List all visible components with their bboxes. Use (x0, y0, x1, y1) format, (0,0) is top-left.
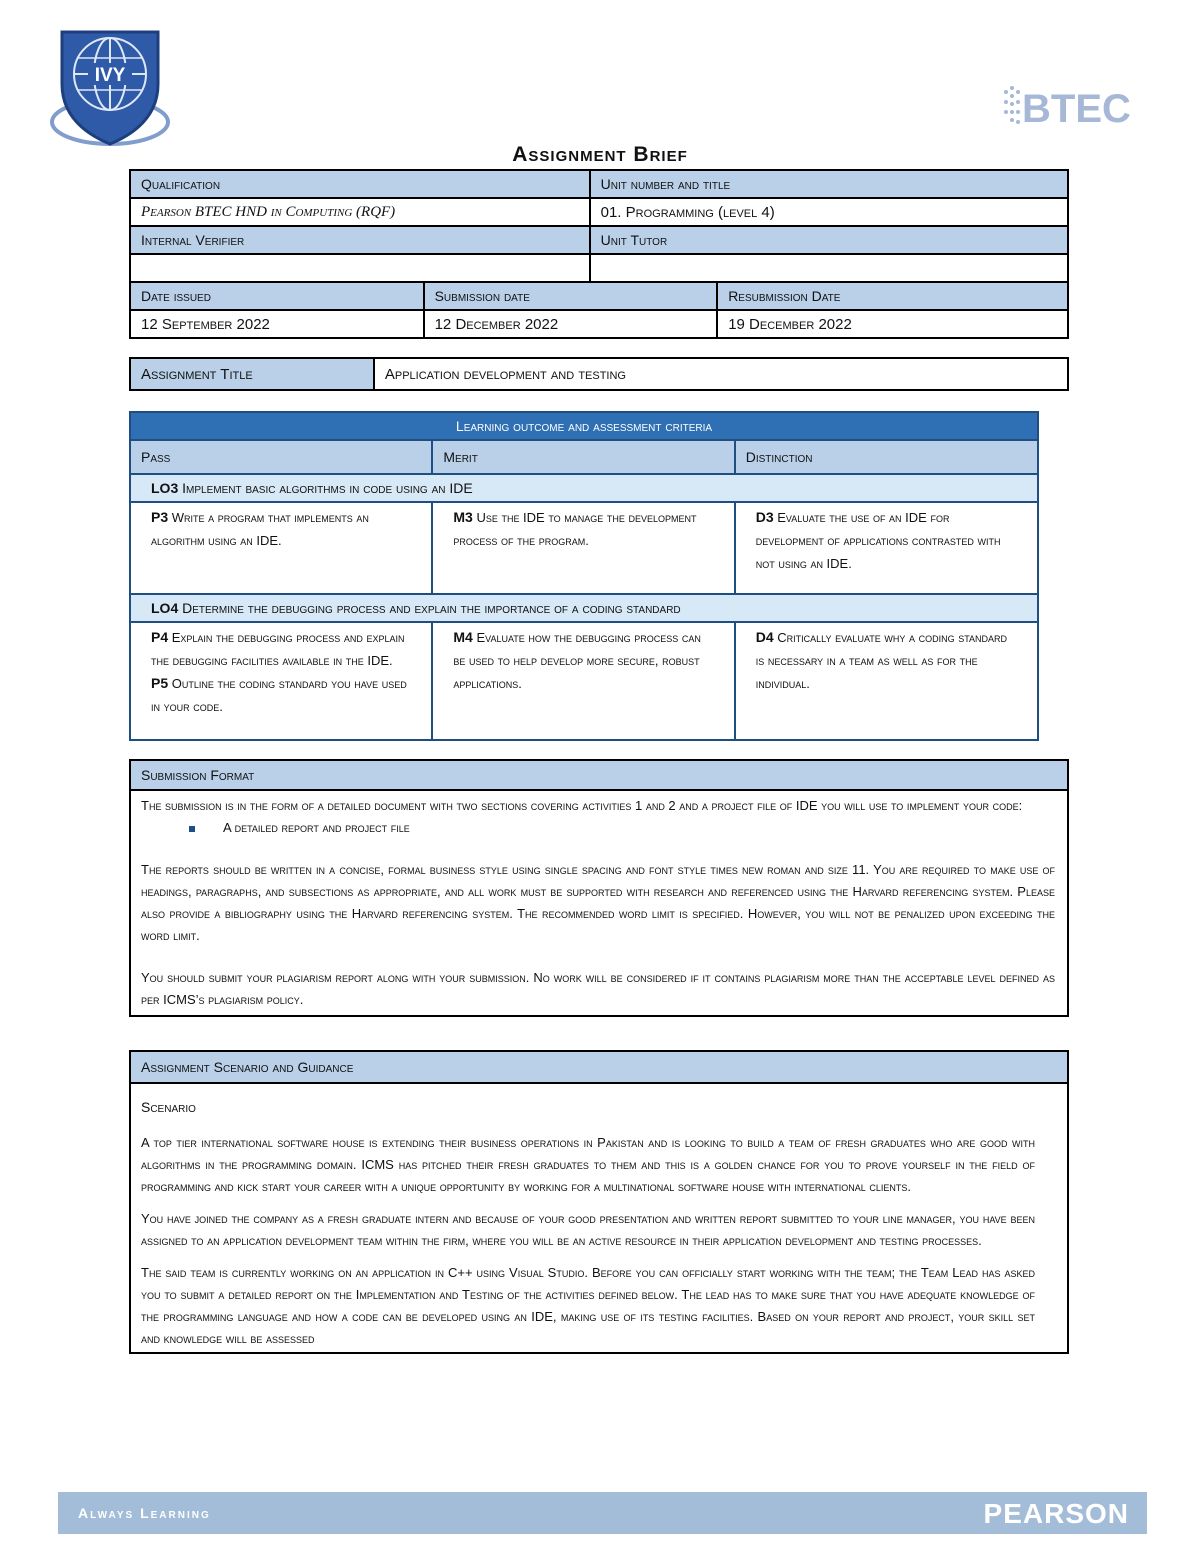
dates-table (129, 281, 1069, 339)
date-issued-label: Date issued (130, 282, 424, 310)
qualification-table (129, 169, 1069, 283)
d3-cell (735, 502, 1038, 594)
scenario-para-1: A top tier international software house is extending their business operations in Pakistan and is looking to build a team of fresh graduates who are good with algorithms in the programming domain. ICMS has pitched their fresh graduates to them and this is a golden chance for you to prove yourself in the field of programming and kick start your career with a unique opportunity by working for a multinational software house with international clients. (141, 1135, 1035, 1194)
m4-text: Evaluate how the debugging process can be used to help develop more secure, robust applications. (453, 630, 701, 691)
footer-bar (58, 1492, 1147, 1534)
lo4-code: LO4 (151, 600, 179, 616)
bullet-square-icon (189, 826, 195, 832)
assignment-title-table (129, 357, 1069, 391)
m3-cell (432, 502, 734, 594)
internal-verifier-value (130, 254, 590, 282)
resubmission-date-value: 19 December 2022 (717, 310, 1068, 338)
btec-logo (1000, 82, 1145, 130)
submission-format-body (130, 790, 1068, 1016)
d4-code: D4 (755, 629, 774, 645)
unit-value: 01. Programming (level 4) (590, 198, 1068, 226)
footer-slogan: Always Learning (78, 1505, 211, 1521)
scenario-label: Assignment Scenario and Guidance (130, 1051, 1068, 1083)
svg-text:BTEC: BTEC (1022, 87, 1131, 130)
d3-text: Evaluate the use of an IDE for development of applications contrasted with not using an IDE. (755, 510, 1001, 571)
m4-code: M4 (453, 629, 473, 645)
submission-para-1: The submission is in the form of a detailed document with two sections covering activities 1 and 2 and a project file of IDE you will use to implement your code: (141, 798, 1023, 813)
assignment-title-value: Application development and testing (374, 358, 1068, 390)
scenario-heading: Scenario (141, 1099, 196, 1115)
p5-text: Outline the coding standard you have used in your code. (151, 676, 407, 714)
d4-cell (735, 622, 1038, 740)
lo3-text: Implement basic algorithms in code using an IDE (182, 480, 473, 496)
unit-tutor-value (590, 254, 1068, 282)
document-title: Assignment Brief (512, 143, 688, 166)
lo4-row (130, 594, 1038, 622)
pearson-logo: PEARSON (983, 1498, 1129, 1529)
scenario-para-3: The said team is currently working on an application in C++ using Visual Studio. Before you can officially start working with the team; the Team Lead has asked you to submit a detailed report on the Implementation and Testing of the activities defined below. The lead has to make sure that you have adequate knowledge of the programming language and how a code can be developed using an IDE, making use of its testing facilities. Based on your report and project, your skill set and knowledge will be assessed (141, 1265, 1035, 1346)
scenario-para-2: You have joined the company as a fresh graduate intern and because of your good presentation and written report submitted to your line manager, you have been assigned to an application development team within the firm, where you will be an active resource in their application development and testing processes. (141, 1211, 1035, 1248)
d4-text: Critically evaluate why a coding standard is necessary in a team as well as for the individual. (755, 630, 1008, 691)
date-issued-value: 12 September 2022 (130, 310, 424, 338)
internal-verifier-label: Internal Verifier (130, 226, 590, 254)
submission-para-3: You should submit your plagiarism report along with your submission. No work will be considered if it contains plagiarism more than the acceptable level defined as per ICMS’s plagiarism policy. (141, 970, 1055, 1007)
m3-code: M3 (453, 509, 473, 525)
submission-bullet (141, 817, 1055, 839)
assignment-title-label: Assignment Title (130, 358, 374, 390)
pass-column-header: Pass (130, 440, 432, 474)
merit-column-header: Merit (432, 440, 734, 474)
m4-cell (432, 622, 734, 740)
resubmission-date-label: Resubmission Date (717, 282, 1068, 310)
p5-code: P5 (151, 675, 169, 691)
qualification-label: Qualification (130, 170, 590, 198)
scenario-body (130, 1083, 1068, 1353)
unit-label: Unit number and title (590, 170, 1068, 198)
unit-tutor-label: Unit Tutor (590, 226, 1068, 254)
submission-date-label: Submission date (424, 282, 718, 310)
p4-p5-cell (130, 622, 432, 740)
m3-text: Use the IDE to manage the development process of the program. (453, 510, 697, 548)
ivy-logo (48, 22, 172, 154)
p4-code: P4 (151, 629, 169, 645)
submission-format-table (129, 759, 1069, 1017)
p3-text: Write a program that implements an algorithm using an IDE. (151, 510, 369, 548)
p4-text: Explain the debugging process and explain the debugging facilities available in the IDE. (151, 630, 405, 668)
submission-para-2: The reports should be written in a concise, formal business style using single spacing and font style times new roman and size 11. You are required to make use of headings, paragraphs, and subsections as appropriate, and all work must be supported with research and referenced using the Harvard referencing system. Please also provide a bibliography using the Harvard referencing system. The recommended word limit is specified. However, you will not be penalized upon exceeding the word limit. (141, 862, 1055, 943)
learning-outcomes-table (129, 411, 1039, 741)
d3-code: D3 (755, 509, 774, 525)
svg-text:IVY: IVY (94, 65, 126, 86)
lo3-code: LO3 (151, 480, 179, 496)
lo3-row (130, 474, 1038, 502)
submission-bullet-text: A detailed report and project file (223, 820, 410, 835)
submission-format-label: Submission Format (130, 760, 1068, 790)
submission-date-value: 12 December 2022 (424, 310, 718, 338)
learning-outcomes-banner: Learning outcome and assessment criteria (130, 412, 1038, 440)
p3-code: P3 (151, 509, 169, 525)
distinction-column-header: Distinction (735, 440, 1038, 474)
scenario-table (129, 1050, 1069, 1354)
lo4-text: Determine the debugging process and explain the importance of a coding standard (182, 600, 681, 616)
qualification-value: Pearson BTEC HND in Computing (RQF) (130, 198, 590, 226)
p3-cell (130, 502, 432, 594)
